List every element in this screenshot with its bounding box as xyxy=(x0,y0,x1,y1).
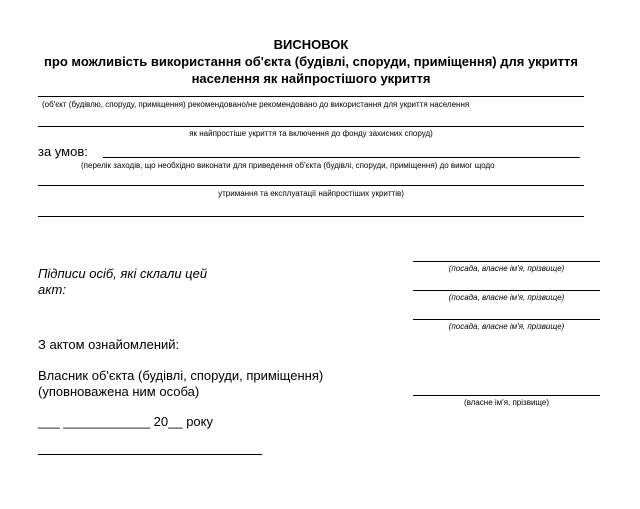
fill-line-1 xyxy=(38,96,584,97)
za-umov-label: за умов: xyxy=(38,144,88,159)
za-umov-fill-line xyxy=(103,157,580,158)
signature-line-3-caption: (посада, власне ім'я, прізвище) xyxy=(448,322,565,331)
owner-label-line1: Власник об'єкта (будівлі, споруди, приміщення) xyxy=(38,368,324,383)
fill-line-3 xyxy=(38,185,584,186)
bottom-fill-line xyxy=(38,454,262,455)
owner-signature-line xyxy=(413,395,600,396)
fill-line-2-caption: як найпростіше укриття та включення до фонду захисних споруд) xyxy=(189,129,433,138)
acquainted-label: З актом ознайомлений: xyxy=(38,337,180,352)
document-title: ВИСНОВОК xyxy=(273,37,349,52)
signature-line-2-caption: (посада, власне ім'я, прізвище) xyxy=(448,293,565,302)
fill-line-4 xyxy=(38,216,584,217)
za-umov-caption: (перелік заходів, що необхідно виконати для приведення об'єкта (будівлі, споруди, приміщення) до вимог щодо xyxy=(81,161,495,170)
document-subtitle-line2: населення як найпростішого укриття xyxy=(191,71,431,86)
signature-line-1 xyxy=(413,261,600,262)
document-subtitle-line1: про можливість використання об'єкта (будівлі, споруди, приміщення) для укриття xyxy=(44,54,578,69)
fill-line-3-caption: утримання та експлуатації найпростіших укриттів) xyxy=(218,189,404,198)
owner-label-line2: (уповноважена ним особа) xyxy=(38,384,200,399)
fill-line-1-caption: (об'єкт (будівлю, споруду, приміщення) рекомендовано/не рекомендовано до використання для укриття населення xyxy=(42,100,470,109)
owner-signature-caption: (власне ім'я, прізвище) xyxy=(463,398,550,407)
date-blank: ___ ____________ 20__ року xyxy=(38,414,213,429)
fill-line-2 xyxy=(38,126,584,127)
signature-line-1-caption: (посада, власне ім'я, прізвище) xyxy=(448,264,565,273)
signature-line-2 xyxy=(413,290,600,291)
signature-line-3 xyxy=(413,319,600,320)
signatures-intro: Підписи осіб, які склали цей акт: xyxy=(38,266,208,297)
